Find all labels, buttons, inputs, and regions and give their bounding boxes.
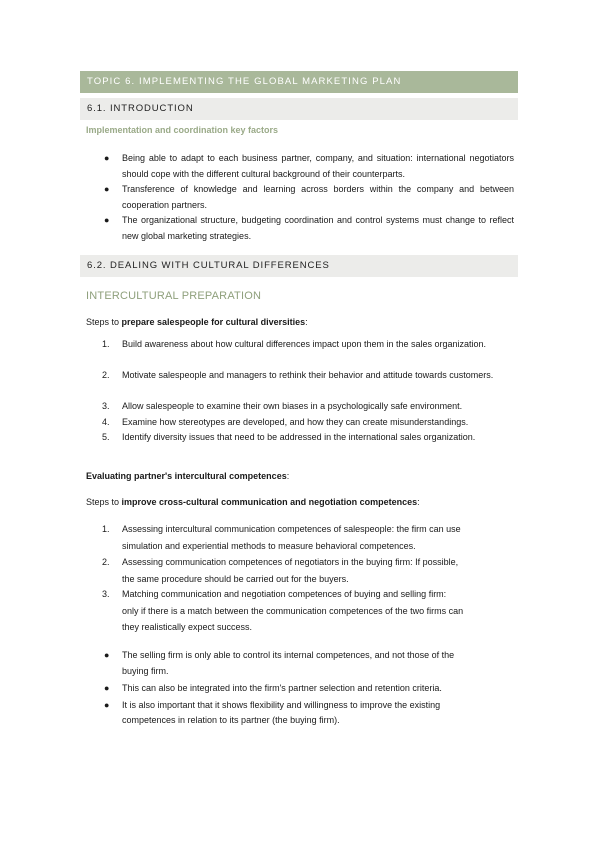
- list-item: [122, 604, 517, 620]
- list-item: [102, 430, 514, 461]
- list-text: simulation and experiential methods to measure behavioral competences.: [122, 541, 416, 551]
- bullet-text: The organizational structure, budgeting coordination and control systems must change to reflect new global marketing strategies.: [122, 215, 514, 241]
- list-item: [122, 713, 517, 729]
- bullet-icon: ●: [104, 650, 110, 660]
- list-item: [104, 681, 517, 698]
- steps-bold: improve cross-cultural communication and negotiation competences: [121, 497, 418, 507]
- list-text: Build awareness about how cultural differences impact upon them in the sales organization.: [122, 339, 487, 349]
- list-item: [122, 539, 517, 555]
- steps-prepare-heading: [86, 317, 308, 327]
- steps-suffix: :: [417, 497, 420, 507]
- heading-intercultural-preparation: INTERCULTURAL PREPARATION: [86, 290, 262, 302]
- steps-prefix: Steps to: [86, 317, 122, 327]
- list-text: Examine how stereotypes are developed, and how they can create misunderstandings.: [122, 416, 469, 427]
- list-text: Motivate salespeople and managers to rethink their behavior and attitude towards customers.: [122, 370, 494, 380]
- list-item: [104, 213, 514, 244]
- bullet-text: Being able to adapt to each business partner, company, and situation: international negotiators should cope with the different cultural background of their counterparts.: [122, 153, 514, 179]
- steps-prefix: Steps to: [86, 497, 122, 507]
- list-item: [122, 664, 517, 681]
- list-number: 4.: [102, 416, 110, 427]
- evaluating-heading: [86, 471, 289, 481]
- list-number: 5.: [102, 432, 110, 442]
- steps-bold: prepare salespeople for cultural diversities: [121, 317, 306, 327]
- topic-header: TOPIC 6. IMPLEMENTING THE GLOBAL MARKETING PLAN: [80, 71, 518, 93]
- bullet-text: Transference of knowledge and learning across borders within the company and between cooperation partners.: [122, 184, 514, 210]
- list-text: Assessing communication competences of negotiators in the buying firm: If possible,: [122, 556, 459, 567]
- list-item: [122, 572, 517, 588]
- list-item: [102, 337, 514, 368]
- section-header-cultural-differences: 6.2. DEALING WITH CULTURAL DIFFERENCES: [80, 255, 518, 277]
- evaluating-bold: Evaluating partner's intercultural competences: [86, 471, 287, 481]
- list-number: 2.: [102, 556, 110, 567]
- closing-bullet-list: [104, 648, 517, 729]
- intro-bullet-list: [104, 151, 514, 244]
- list-text: Matching communication and negotiation competences of buying and selling firm:: [122, 589, 447, 599]
- list-text: they realistically expect success.: [122, 622, 253, 632]
- bullet-icon: ●: [104, 699, 110, 710]
- list-item: [102, 415, 514, 431]
- list-item: [102, 555, 517, 572]
- list-item: [102, 399, 514, 415]
- list-item: [104, 698, 517, 714]
- list-item: [102, 587, 517, 604]
- list-number: 3.: [102, 401, 110, 411]
- bullet-icon: ●: [104, 215, 110, 225]
- steps-suffix: :: [305, 317, 308, 327]
- list-item: [104, 182, 514, 213]
- list-item: [102, 368, 514, 399]
- evaluating-suffix: :: [286, 471, 290, 481]
- subtitle-key-factors: Implementation and coordination key factors: [86, 125, 279, 135]
- list-item: [102, 522, 517, 539]
- bullet-icon: ●: [104, 184, 110, 194]
- bullet-icon: ●: [104, 153, 110, 163]
- list-number: 1.: [102, 339, 110, 349]
- bullet-text: The selling firm is only able to control its internal competences, and not those of the: [122, 650, 455, 660]
- list-number: 3.: [102, 589, 110, 599]
- prepare-steps-list: [102, 337, 514, 461]
- bullet-text: competences in relation to its partner (the buying firm).: [122, 715, 340, 725]
- list-text: Allow salespeople to examine their own biases in a psychologically safe environment.: [122, 401, 463, 411]
- list-text: Assessing intercultural communication competences of salespeople: the firm can use: [122, 524, 461, 534]
- list-text: only if there is a match between the communication competences of the two firms can: [122, 606, 464, 616]
- steps-improve-heading: [86, 497, 420, 507]
- list-item: [122, 620, 517, 636]
- bullet-text: buying firm.: [122, 665, 169, 676]
- list-number: 2.: [102, 370, 110, 380]
- bullet-icon: ●: [104, 682, 110, 693]
- list-text: the same procedure should be carried out for the buyers.: [122, 573, 349, 584]
- improve-steps-list: [102, 522, 517, 636]
- list-text: Identify diversity issues that need to be addressed in the international sales organization.: [122, 432, 476, 442]
- bullet-text: It is also important that it shows flexibility and willingness to improve the existing: [122, 699, 441, 710]
- bullet-text: This can also be integrated into the firm's partner selection and retention criteria.: [122, 682, 442, 693]
- list-number: 1.: [102, 524, 110, 534]
- section-header-introduction: 6.1. INTRODUCTION: [80, 98, 518, 120]
- list-item: [104, 648, 517, 664]
- list-item: [104, 151, 514, 182]
